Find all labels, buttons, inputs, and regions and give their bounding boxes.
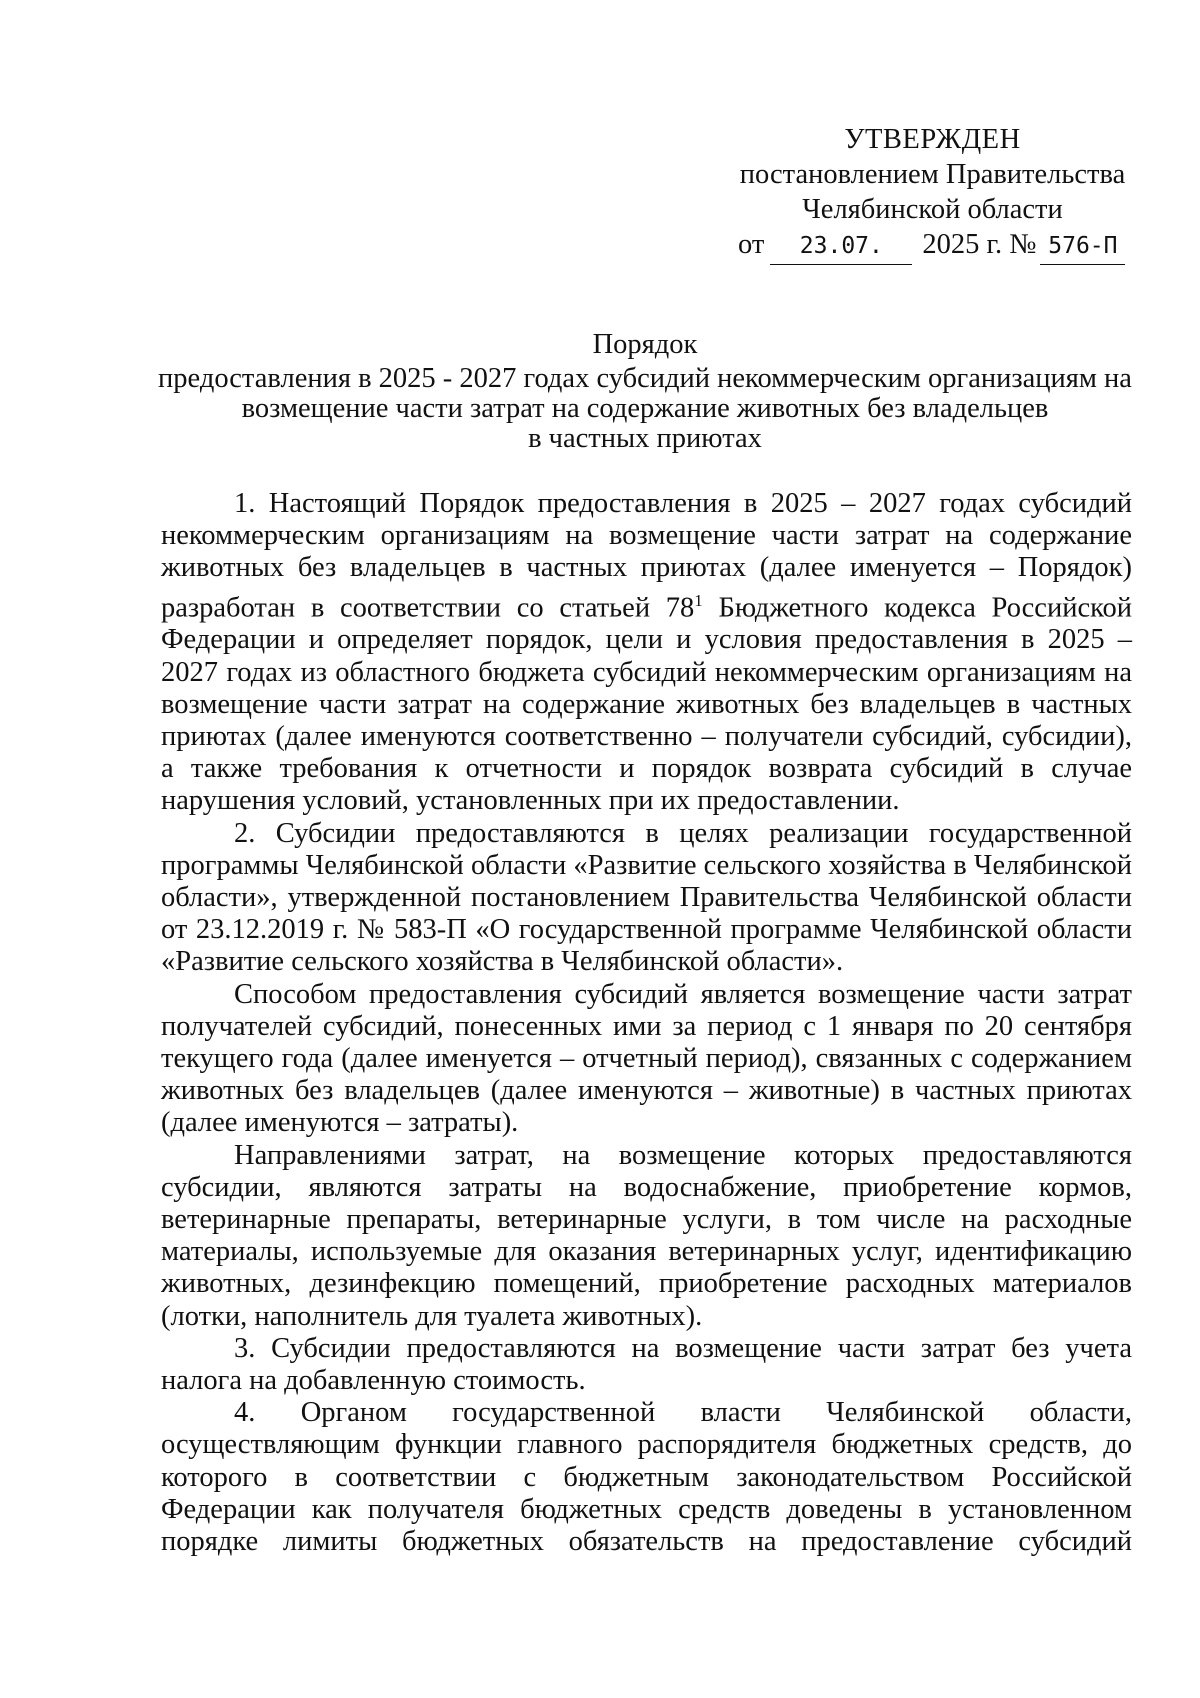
document-subtitle-line-1: предоставления в 2025 - 2027 годах субсидий некоммерческим организациям на (158, 363, 1132, 394)
document-heading: Порядок (592, 329, 698, 360)
approval-year-number-label: 2025 г. № (922, 229, 1037, 260)
paragraph-1-part-b: Бюджетного кодекса Российской Федерации и определяет порядок, цели и условия предоставления в 2025 – 2027 годах из областного бюджета субсидий некоммерческим организациям на возмещение части затрат на содержание животных без владельцев в частных приютах (далее именуются соответственно – получатели субсидий, субсидии), а также требования к отчетности и порядок возврата субсидий в случае нарушения условий, установленных при их предоставлении. (161, 592, 1133, 817)
paragraph-1 (161, 488, 1132, 818)
document-body (161, 488, 1132, 1558)
paragraph-4: Направлениями затрат, на возмещение которых предоставляются субсидии, являются затраты на водоснабжение, приобретение кормов, ветеринарные препараты, ветеринарные услуги, в том числе на расходные материалы, используемые для оказания ветеринарных услуг, идентификацию животных, дезинфекцию помещений, приобретение расходных материалов (лотки, наполнитель для туалета животных). (161, 1139, 1132, 1332)
paragraph-5: 3. Субсидии предоставляются на возмещение части затрат без учета налога на добавленную стоимость. (161, 1332, 1132, 1396)
paragraph-2: 2. Субсидии предоставляются в целях реализации государственной программы Челябинской области «Развитие сельского хозяйства в Челябинской области», утвержденной постановлением Правительства Челябинской области от 23.12.2019 г. № 583-П «О государственной программе Челябинской области «Развитие сельского хозяйства в Челябинской области». (161, 817, 1132, 978)
approval-heading: УТВЕРЖДЕН (844, 124, 1021, 155)
document-title-block (150, 330, 1140, 454)
date-prefix: от (738, 229, 765, 260)
approval-block (735, 122, 1130, 265)
approval-date-value: 23.07. (770, 229, 912, 265)
approval-region-line: Челябинской области (802, 194, 1063, 225)
approval-number-value: 576-П (1040, 229, 1125, 265)
document-subtitle-line-2: возмещение части затрат на содержание животных без владельцев (241, 393, 1049, 424)
document-subtitle-line-3: в частных приютах (528, 423, 762, 454)
paragraph-6: 4. Органом государственной власти Челябинской области, осуществляющим функции главного распорядителя бюджетных средств, до которого в соответствии с бюджетным законодательством Российской Федерации как получателя бюджетных средств доведены в установленном порядке лимиты бюджетных обязательств на предоставление субсидий (161, 1397, 1132, 1557)
article-superscript: 1 (694, 590, 703, 610)
approval-date-line (735, 227, 1130, 265)
approval-resolution-line: постановлением Правительства (739, 159, 1126, 190)
paragraph-1-part-a: 1. Настоящий Порядок предоставления в 2025 – 2027 годах субсидий некоммерческим организациям на возмещение части затрат на содержание животных без владельцев в частных приютах (далее именуется – Порядок) разработан в соответствии со статьей 78 (161, 488, 1132, 624)
paragraph-3: Способом предоставления субсидий является возмещение части затрат получателей субсидий, понесенных ими за период с 1 января по 20 сентября текущего года (далее именуется – отчетный период), связанных с содержанием животных без владельцев (далее именуются – животные) в частных приютах (далее именуются – затраты). (161, 978, 1132, 1139)
